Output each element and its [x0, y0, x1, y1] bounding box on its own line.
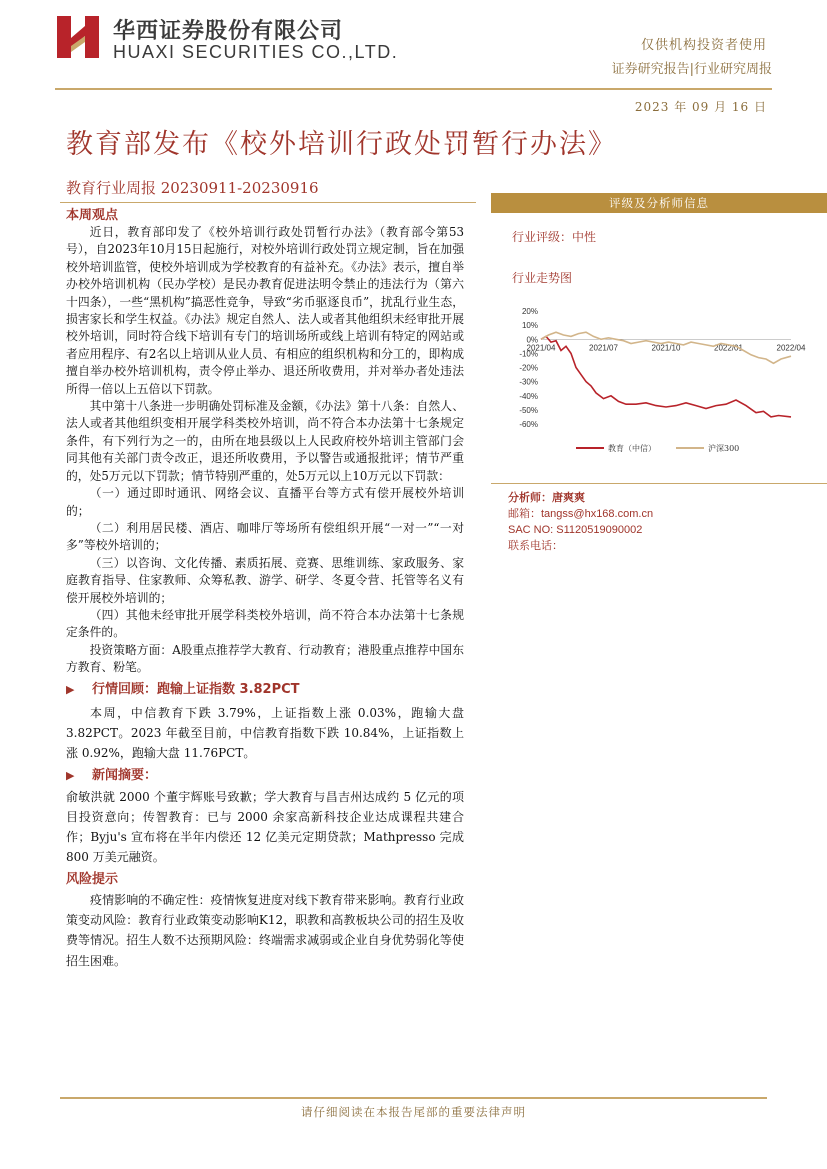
triangle-marker-icon: ▶ [66, 682, 75, 696]
y-tick-label: 20% [521, 307, 538, 316]
y-tick-label: -30% [519, 377, 538, 387]
news-body: 俞敏洪就 2000 个董宇辉账号致歉；学大教育与昌吉州达成约 5 亿元的项目投资意向；传智教育：已与 2000 余家高新科技企业达成课程共建合作；Byju's 宣布将在半年内偿还 12 亿美元定期贷款；Mathpresso 完成 800 万美元融资。 [66, 789, 464, 864]
x-tick-label: 2021/07 [589, 343, 618, 353]
audience-note: 仅供机构投资者使用 [640, 38, 767, 53]
x-tick-label: 2022/01 [714, 343, 743, 353]
company-name-cn: 华西证券股份有限公司 [113, 19, 344, 44]
report-title: 教育部发布《校外培训行政处罚暂行办法》 [66, 129, 617, 160]
analyst-info [508, 490, 653, 554]
y-tick-label: 10% [521, 321, 538, 331]
analyst-sac: SAC NO: S1120519090002 [508, 524, 643, 536]
x-tick-label: 2022/04 [776, 343, 806, 353]
news-title: 新闻摘要： [92, 767, 158, 783]
legal-notice: 请仔细阅读在本报告尾部的重要法律声明 [301, 1105, 526, 1119]
market-review-body: 本周，中信教育下跌 3.79%，上证指数上涨 0.03%，跑输大盘 3.82PCT。2023 年截至目前，中信教育指数下跌 10.84%，上证指数上涨 0.92%，跑输大盘 11.76PCT。 [66, 705, 464, 760]
triangle-marker-icon: ▶ [66, 768, 75, 782]
x-tick-label: 2021/04 [526, 343, 556, 353]
view-paragraph: （一）通过即时通讯、网络会议、直播平台等方式有偿开展校外培训的； [66, 486, 464, 518]
news-heading [66, 766, 464, 786]
industry-rating: 行业评级：中性 [512, 230, 597, 244]
y-tick-label: -50% [519, 405, 538, 415]
header-divider [55, 88, 772, 90]
trend-chart [491, 305, 827, 465]
analyst-name: 分析师：唐爽爽 [508, 491, 585, 504]
legend-label: 沪深300 [708, 444, 740, 453]
legend-label: 教育（中信） [608, 444, 656, 453]
strategy-paragraph: 投资策略方面：A股重点推荐学大教育、行动教育；港股重点推荐中国东方教育、粉笔。 [66, 642, 464, 675]
y-tick-label: -20% [519, 363, 538, 373]
view-paragraph: （三）以咨询、文化传播、素质拓展、竞赛、思维训练、家政服务、家庭教育指导、住家教师、众筹私教、游学、研学、冬夏令营、托管等名义有偿开展校外培训的； [66, 555, 464, 605]
risk-heading: 风险提示 [66, 871, 119, 887]
y-tick-label: -60% [519, 420, 538, 429]
view-paragraph: （四）其他未经审批开展学科类校外培训，尚不符合本办法第十七条规定条件的。 [66, 607, 464, 640]
risk-body [66, 890, 464, 972]
weekly-view-heading: 本周观点 [66, 208, 119, 223]
y-tick-label: -40% [519, 391, 538, 401]
report-subtitle: 教育行业周报 20230911-20230916 [66, 179, 319, 197]
left-column-divider [60, 202, 476, 203]
analyst-phone: 联系电话： [508, 539, 563, 552]
sidebar-divider [491, 483, 827, 484]
trend-chart-title: 行业走势图 [512, 271, 573, 285]
report-date: 2023 年 09 月 16 日 [634, 100, 767, 114]
footer-divider [60, 1097, 767, 1099]
company-name-en: HUAXI SECURITIES CO.,LTD. [113, 42, 399, 62]
analyst-email: 邮箱：tangss@hx168.com.cn [508, 508, 654, 520]
rating-panel-header: 评级及分析师信息 [491, 193, 827, 213]
market-review-title: 行情回顾：跑输上证指数 3.82PCT [92, 681, 300, 697]
report-type: 证券研究报告|行业研究周报 [611, 62, 772, 77]
y-tick-label: 0% [526, 335, 538, 345]
view-paragraph: 近日，教育部印发了《校外培训行政处罚暂行办法》（教育部令第53号），自2023年10月15日起施行，对校外培训行政处罚立规定制，旨在加强校外培训监管，使校外培训成为学校教育的有益补充。《办法》表示，擅自举办校外培训机构（民办学校）是民办教育促进法明令禁止的违法行为（第六十四条），一些“黑机构”搞恶性竞争，导致“劣币驱逐良币”，扰乱行业生态，损害家长和学生权益。《办法》规定自然人、法人或者其他组织未经审批开展校外培训，同时符合线下培训有专门的培训场所或线上培训有特定的网站或者应用程序、有2名以上培训从业人员、有相应的组织机构和分工的，即构成擅自举办校外培训机构，责令停止举办、退还所收费用，并对举办者处违法所得一倍以上五倍以下罚款。 [66, 225, 464, 396]
market-review-heading [66, 680, 464, 700]
sidebar [491, 193, 827, 552]
main-column [66, 207, 464, 971]
huaxi-logo-icon [56, 12, 100, 62]
view-paragraph: 其中第十八条进一步明确处罚标准及金额，《办法》第十八条：自然人、法人或者其他组织变相开展学科类校外培训，尚不符合本办法第十七条规定条件，有下列行为之一的，由所在地县级以上人民政府校外培训主管部门会同其他有关部门责令改正，退还所收费用，予以警告或通报批评；情节严重的，处5万元以下罚款；情节特别严重的，处5万元以上10万元以下罚款： [66, 399, 464, 483]
y-tick-label: -10% [519, 349, 538, 359]
x-tick-label: 2021/10 [651, 343, 681, 353]
view-paragraph: （二）利用居民楼、酒店、咖啡厅等场所有偿组织开展“一对一”“一对多”等校外培训的； [66, 520, 464, 553]
risk-text: 疫情影响的不确定性：疫情恢复进度对线下教育带来影响。教育行业政策变动风险：教育行业政策变动影响K12，职教和高教板块公司的招生及收费等情况。招生人数不达预期风险：终端需求减弱或企业自身优势弱化等使招生困难。 [66, 892, 464, 968]
